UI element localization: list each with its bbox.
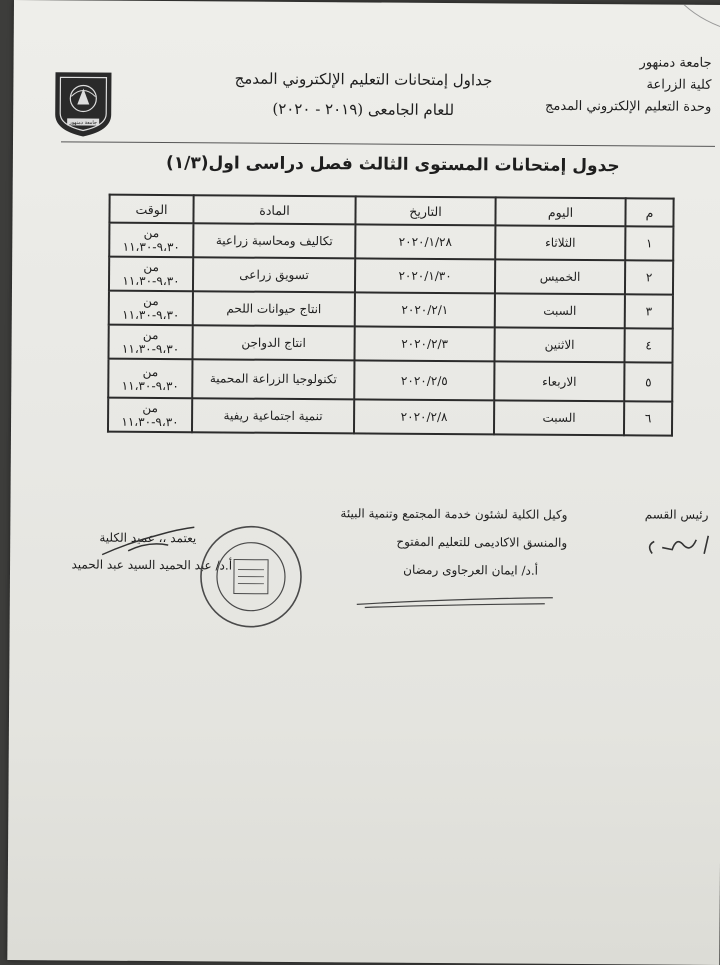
- column-header-date: التاريخ: [355, 196, 495, 225]
- row-time: من ٩،٣٠-١١،٣٠: [109, 257, 193, 292]
- vice-dean-title: وكيل الكلية لشئون خدمة المجتمع وتنمية البيئة: [340, 506, 568, 522]
- dean-signature: [98, 521, 198, 562]
- unit-name: وحدة التعليم الإلكتروني المدمج: [544, 98, 712, 115]
- row-date: ٢٠٢٠/٢/١: [355, 292, 495, 327]
- row-number: ٣: [625, 294, 673, 328]
- table-row: [108, 359, 672, 402]
- table-row: [109, 223, 673, 261]
- row-date: ٢٠٢٠/١/٣٠: [355, 258, 495, 293]
- document-page: [7, 0, 720, 965]
- row-day: السبت: [494, 400, 624, 435]
- row-number: ٥: [624, 362, 672, 401]
- row-day: الاثنين: [494, 327, 624, 362]
- row-subject: تسويق زراعى: [193, 257, 355, 292]
- row-number: ١: [625, 226, 673, 260]
- head-of-department-label: رئيس القسم: [644, 507, 709, 522]
- table-row: [109, 291, 673, 329]
- row-date: ٢٠٢٠/٢/٣: [354, 326, 494, 361]
- row-day: الاربعاء: [494, 361, 624, 401]
- coordinator-title: والمنسق الاكاديمى للتعليم المفتوح: [396, 534, 568, 550]
- table-row: [109, 257, 673, 295]
- row-time: من ٩،٣٠-١١،٣٠: [108, 398, 192, 433]
- university-seal-icon: [51, 66, 116, 138]
- faculty-stamp-icon: [196, 521, 307, 632]
- table-row: [108, 398, 672, 436]
- row-time: من ٩،٣٠-١١،٣٠: [108, 325, 192, 360]
- row-time: من ٩،٣٠-١١،٣٠: [108, 359, 192, 399]
- row-subject: تنمية اجتماعية ريفية: [192, 398, 354, 433]
- table-header-row: [109, 195, 673, 227]
- row-subject: انتاج الدواجن: [192, 325, 354, 360]
- row-subject: تكنولوجيا الزراعة المحمية: [192, 359, 354, 399]
- row-date: ٢٠٢٠/٢/٥: [354, 360, 494, 400]
- page-curl-corner: [674, 5, 720, 45]
- document-heading: [183, 63, 543, 126]
- table-row: [108, 325, 672, 363]
- header-divider: [61, 141, 715, 147]
- dean-approval-label: يعتمد ،، عميد الكلية: [99, 530, 197, 546]
- row-day: الخميس: [495, 259, 625, 294]
- row-time: من ٩،٣٠-١١،٣٠: [109, 291, 193, 326]
- faculty-name: كلية الزراعة: [646, 77, 712, 93]
- head-of-department-signature: [642, 531, 712, 559]
- column-header-day: اليوم: [495, 197, 625, 226]
- row-number: ٦: [624, 401, 672, 435]
- row-number: ٢: [625, 260, 673, 294]
- row-day: السبت: [495, 293, 625, 328]
- row-time: من ٩،٣٠-١١،٣٠: [109, 223, 193, 258]
- coordinator-name: أ.د/ ايمان العرجاوى رمضان: [403, 562, 539, 578]
- row-subject: تكاليف ومحاسبة زراعية: [193, 223, 355, 258]
- institution-header: [545, 52, 712, 119]
- row-subject: انتاج حيوانات اللحم: [193, 291, 355, 326]
- dean-name: أ.د/ عبد الحميد السيد عبد الحميد: [71, 557, 233, 573]
- column-header-time: الوقت: [109, 195, 193, 224]
- exam-schedule-table: [107, 194, 675, 437]
- seal-caption: جامعة دمنهور: [69, 119, 98, 127]
- row-day: الثلاثاء: [495, 225, 625, 260]
- row-number: ٤: [624, 328, 672, 362]
- academic-year: للعام الجامعى (٢٠١٩ - ٢٠٢٠): [272, 99, 455, 120]
- column-header-subject: المادة: [193, 195, 355, 224]
- table-title: جدول إمتحانات المستوى الثالث فصل دراسى اول(١/٣): [165, 153, 620, 177]
- column-header-num: م: [625, 198, 673, 226]
- coordinator-signature: [355, 590, 555, 611]
- university-name: جامعة دمنهور: [639, 55, 712, 71]
- row-date: ٢٠٢٠/٢/٨: [354, 399, 494, 434]
- row-date: ٢٠٢٠/١/٢٨: [355, 224, 495, 259]
- document-title: جداول إمتحانات التعليم الإلكتروني المدمج: [234, 69, 493, 90]
